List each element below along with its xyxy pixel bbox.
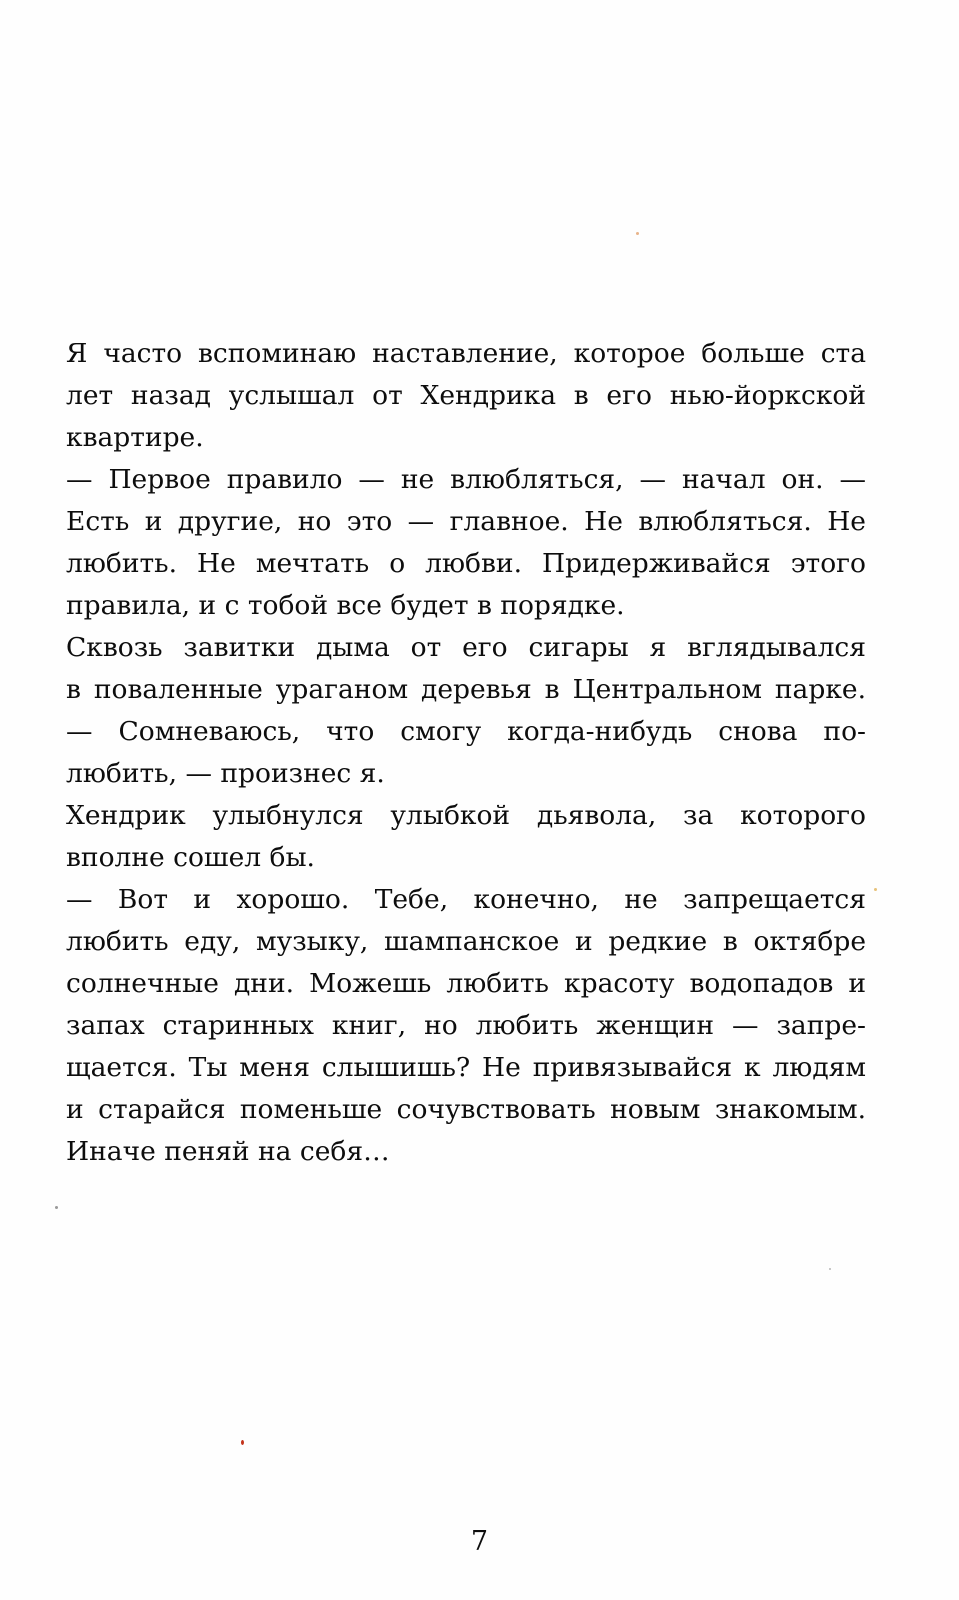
- text-line-4: — Первое правило — не влюбляться, — начал он. —: [66, 464, 866, 495]
- body-text: [66, 333, 866, 1173]
- text-line-7: правила, и с тобой все будет в порядке.: [66, 590, 625, 621]
- text-line-1: Я часто вспоминаю наставление, которое больше ста: [66, 338, 866, 369]
- text-line-16: солнечные дни. Можешь любить красоту водопадов и: [66, 968, 866, 999]
- scan-speck: [829, 1268, 831, 1270]
- text-line-8: Сквозь завитки дыма от его сигары я вглядывался: [66, 632, 866, 663]
- text-line-11: любить, — произнес я.: [66, 758, 385, 789]
- text-line-6: любить. Не мечтать о любви. Придерживайся этого: [66, 548, 866, 579]
- text-line-3: квартире.: [66, 422, 204, 453]
- scan-speck: [636, 232, 639, 235]
- text-line-19: и старайся поменьше сочувствовать новым знакомым.: [66, 1094, 866, 1125]
- text-line-10: — Сомневаюсь, что смогу когда-нибудь снова по-: [66, 716, 866, 747]
- text-line-15: любить еду, музыку, шампанское и редкие в октябре: [66, 926, 866, 957]
- text-line-2: лет назад услышал от Хендрика в его нью-йоркской: [66, 380, 866, 411]
- text-line-18: щается. Ты меня слышишь? Не привязывайся к людям: [66, 1052, 866, 1083]
- text-line-14: — Вот и хорошо. Тебе, конечно, не запрещается: [66, 884, 866, 915]
- scan-speck: [241, 1440, 244, 1445]
- page-number: 7: [470, 1526, 489, 1557]
- text-line-9: в поваленные ураганом деревья в Центральном парке.: [66, 674, 866, 705]
- text-line-5: Есть и другие, но это — главное. Не влюбляться. Не: [66, 506, 866, 537]
- text-line-17: запах старинных книг, но любить женщин — запре-: [66, 1010, 866, 1041]
- text-line-20: Иначе пеняй на себя…: [66, 1136, 390, 1167]
- text-line-13: вполне сошел бы.: [66, 842, 315, 873]
- scan-speck: [874, 888, 877, 891]
- text-line-12: Хендрик улыбнулся улыбкой дьявола, за которого: [66, 800, 866, 831]
- scan-speck: [55, 1206, 58, 1209]
